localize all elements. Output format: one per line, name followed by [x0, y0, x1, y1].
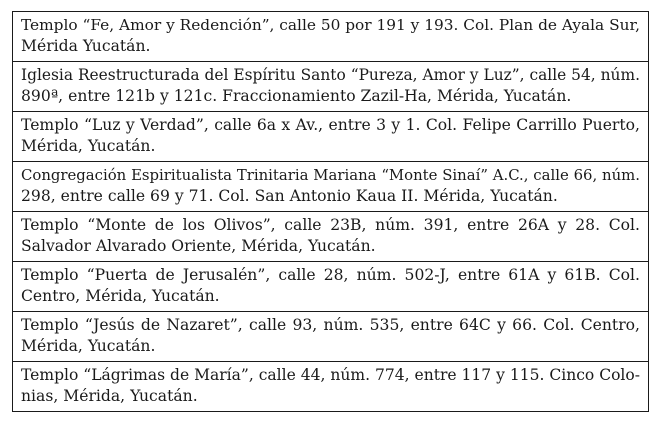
table-row	[13, 262, 649, 312]
temple-entry-cell	[13, 262, 649, 312]
table-row	[13, 312, 649, 362]
entry-line: 298, entre calle 69 y 71. Col. San Antonio Kaua II. Mérida, Yucatán.	[21, 187, 558, 205]
entry-line: Mérida Yucatán.	[21, 37, 151, 55]
entry-line: Templo “Fe, Amor y Redención”, calle 50 por 191 y 193. Col. Plan de Ayala Sur,	[21, 16, 640, 34]
temples-table	[12, 11, 649, 412]
entry-line: Congregación Espiritualista Trinitaria Mariana “Monte Sinaí” A.C., calle 66, núm.	[21, 166, 640, 184]
temple-entry-cell	[13, 362, 649, 412]
temple-entry-cell	[13, 312, 649, 362]
table-row	[13, 112, 649, 162]
entry-line: Templo “Jesús de Nazaret”, calle 93, núm. 535, entre 64C y 66. Col. Centro,	[21, 316, 640, 334]
entry-line: Templo “Lágrimas de María”, calle 44, núm. 774, entre 117 y 115. Cinco Colo-	[21, 366, 640, 384]
table-row	[13, 212, 649, 262]
temple-entry-cell	[13, 12, 649, 62]
entry-line: nias, Mérida, Yucatán.	[21, 387, 198, 405]
entry-line: Mérida, Yucatán.	[21, 137, 156, 155]
table-row	[13, 362, 649, 412]
entry-line: Templo “Puerta de Jerusalén”, calle 28, núm. 502-J, entre 61A y 61B. Col.	[21, 266, 640, 284]
temple-entry-cell	[13, 162, 649, 212]
entry-line: 890ª, entre 121b y 121c. Fraccionamiento Zazil-Ha, Mérida, Yucatán.	[21, 87, 572, 105]
entry-line: Mérida, Yucatán.	[21, 337, 156, 355]
table-row	[13, 62, 649, 112]
table-row	[13, 12, 649, 62]
temple-entry-cell	[13, 112, 649, 162]
temple-entry-cell	[13, 212, 649, 262]
entry-line: Centro, Mérida, Yucatán.	[21, 287, 220, 305]
table-row	[13, 162, 649, 212]
temple-entry-cell	[13, 62, 649, 112]
entry-line: Iglesia Reestructurada del Espíritu Santo “Pureza, Amor y Luz”, calle 54, núm.	[21, 66, 640, 84]
entry-line: Templo “Monte de los Olivos”, calle 23B, núm. 391, entre 26A y 28. Col.	[21, 216, 640, 234]
entry-line: Salvador Alvarado Oriente, Mérida, Yucatán.	[21, 237, 376, 255]
entry-line: Templo “Luz y Verdad”, calle 6a x Av., entre 3 y 1. Col. Felipe Carrillo Puerto,	[21, 116, 640, 134]
